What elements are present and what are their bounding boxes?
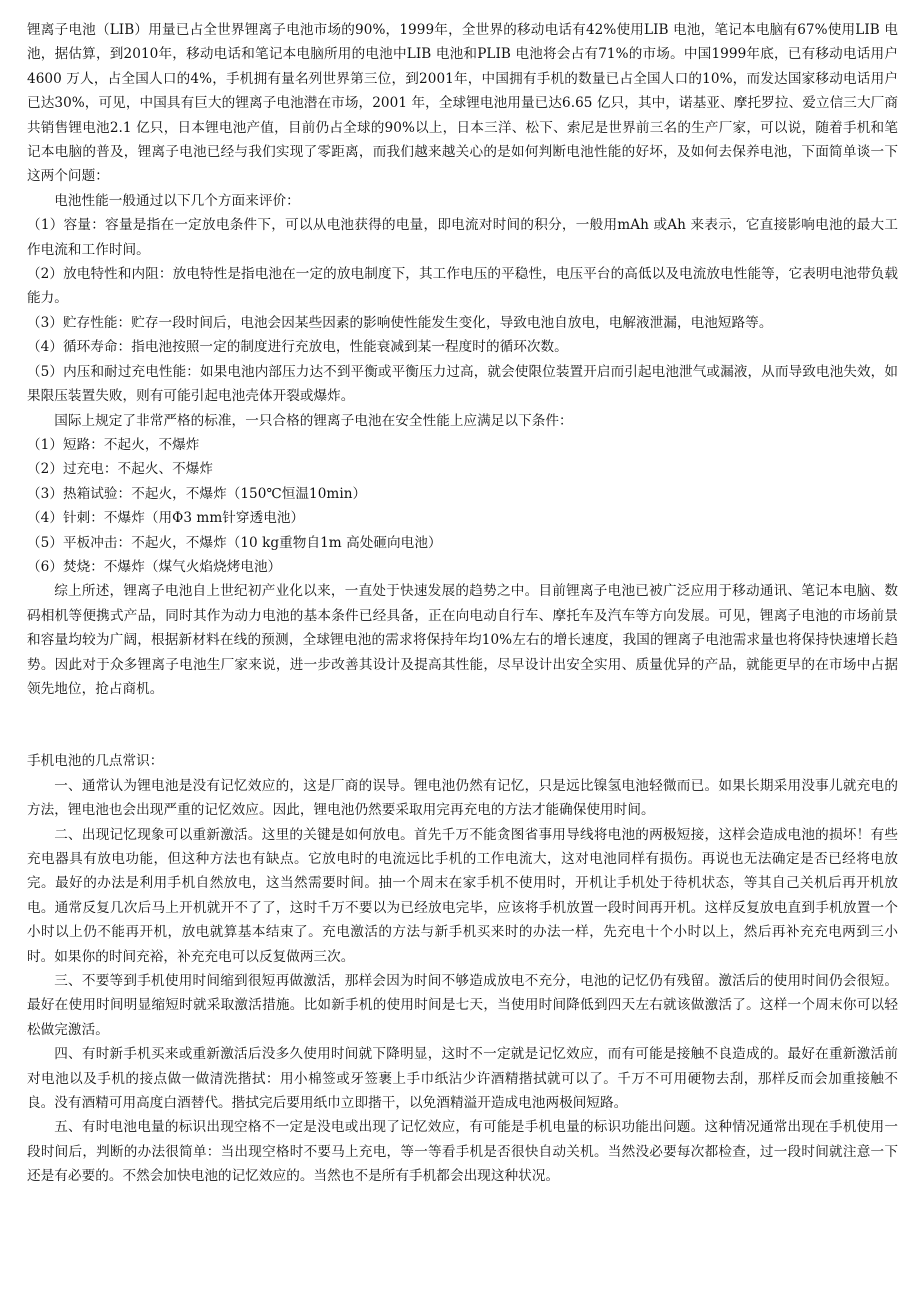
tip-paragraph-2: 二、出现记忆现象可以重新激活。这里的关键是如何放电。首先千万不能贪图省事用导线将电池的两极短接，这样会造成电池的损坏！有些充电器具有放电功能，但这种方法也有缺点。它放电时的电流远比手机的工作电流大，这对电池同样有损伤。再说也无法确定是否已经将电放完。最好的办法是利用手机自然放电，这当然需要时间。抽一个周末在家手机不使用时，开机让手机处于待机状态，等其自己关机后再开机放电。通常反复几次后马上开机就开不了了，这时千万不要以为已经放电完毕，应该将手机放置一段时间再开机。这样反复放电直到手机放置一个小时以上仍不能再开机，放电就算基本结束了。充电激活的方法与新手机买来时的办法一样，先充电十个小时以上，然后再补充充电两到三小时。如果你的时间充裕，补充充电可以反复做两三次。 [27,826,898,965]
safety-item-overcharge: （2）过充电：不起火、不爆炸 [27,461,214,478]
intro-paragraph: 锂离子电池（LIB）用量已占全世界锂离子电池市场的90%，1999年，全世界的移动电话有42%使用LIB 电池，笔记本电脑有67%使用LIB 电池，据估算，到2010年，移动电话和笔记本电脑所用的电池中LIB 电池和PLIB 电池将会占有71%的市场。中国1999年底，已有移动电话用户4600 万人，占全国人口的4%，手机拥有量名列世界第三位，到2001年，中国拥有手机的数量已占全国人口的10%，而发达国家移动电话用户已达30%，可见，中国具有巨大的锂离子电池潜在市场，2001 年，全球锂电池用量已达6.65 亿只，其中，诺基亚、摩托罗拉、爱立信三大厂商共销售锂电池2.1 亿只，日本锂电池产值，目前仍占全球的90%以上，日本三洋、松下、索尼是世界前三名的生产厂家，可以说，随着手机和笔记本电脑的普及，锂离子电池已经与我们实现了零距离，而我们越来越关心的是如何判断电池性能的好坏，及如何去保养电池，下面简单谈一下这两个问题： [27,22,898,185]
tip-paragraph-5: 五、有时电池电量的标识出现空格不一定是没电或出现了记忆效应，有可能是手机电量的标识功能出问题。这种情况通常出现在手机使用一段时间后，判断的办法很简单：当出现空格时不要马上充电，等一等看手机是否很快自动关机。当然没必要每次都检查，过一段时间就注意一下还是有必要的。不然会加快电池的记忆效应的。当然也不是所有手机都会出现这种状况。 [27,1119,898,1185]
safety-intro: 国际上规定了非常严格的标准，一只合格的锂离子电池在安全性能上应满足以下条件： [54,412,573,429]
summary-paragraph: 综上所述，锂离子电池自上世纪初产业化以来，一直处于快速发展的趋势之中。目前锂离子电池已被广泛应用于移动通讯、笔记本电脑、数码相机等便携式产品，同时其作为动力电池的基本条件已经具备，正在向电动自行车、摩托车及汽车等方向发展。可见，锂离子电池的市场前景和容量均较为广阔，根据新材料在线的预测，全球锂电池的需求将保持年均10%左右的增长速度，我国的锂离子电池需求量也将保持快速增长趋势。因此对于众多锂离子电池生厂家来说，进一步改善其设计及提高其性能，尽早设计出安全实用、质量优异的产品，就能更早的在市场中占据领先地位，抢占商机。 [27,583,898,697]
section-gap [27,701,898,749]
performance-list [27,213,898,408]
safety-list [27,433,898,579]
safety-item-heat-box: （3）热箱试验：不起火，不爆炸（150℃恒温10min） [27,485,367,502]
performance-item-cycle-life: （4）循环寿命：指电池按照一定的制度进行充放电，性能衰减到某一程度时的循环次数。 [27,339,568,356]
tip-paragraph-4: 四、有时新手机买来或重新激活后没多久使用时间就下降明显，这时不一定就是记忆效应，而有可能是接触不良造成的。最好在重新激活前对电池以及手机的接点做一做清洗揩拭：用小棉签或牙签裹上手巾纸沾少许酒精揩拭就可以了。千万不可用硬物去刮，那样反而会加重接触不良。没有酒精可用高度白酒替代。揩拭完后要用纸巾立即揩干，以免酒精溢开造成电池两极间短路。 [27,1046,898,1112]
performance-item-storage: （3）贮存性能：贮存一段时间后，电池会因某些因素的影响使性能发生变化，导致电池自放电，电解液泄漏，电池短路等。 [27,314,773,331]
performance-intro: 电池性能一般通过以下几个方面来评价： [54,192,300,209]
tip-paragraph-1: 一、通常认为锂电池是没有记忆效应的，这是厂商的误导。锂电池仍然有记忆，只是远比镍氢电池轻微而已。如果长期采用没事儿就充电的方法，锂电池也会出现严重的记忆效应。因此，锂电池仍然要采取用完再充电的方法才能确保使用时间。 [27,777,898,819]
tips-title: 手机电池的几点常识： [27,753,164,770]
performance-item-capacity: （1）容量：容量是指在一定放电条件下，可以从电池获得的电量，即电流对时间的积分，一般用mAh 或Ah 来表示，它直接影响电池的最大工作电流和工作时间。 [27,217,898,258]
safety-item-nail: （4）针刺：不爆炸（用Φ3 mm针穿透电池） [27,510,305,527]
safety-item-short-circuit: （1）短路：不起火，不爆炸 [27,436,200,453]
tip-paragraph-3: 三、不要等到手机使用时间缩到很短再做激活，那样会因为时间不够造成放电不充分，电池的记忆仍有残留。激活后的使用时间仍会很短。最好在使用时间明显缩短时就采取激活措施。比如新手机的使用时间是七天，当使用时间降低到四天左右就该做激活了。这样一个周末你可以轻松做完激活。 [27,973,898,1038]
tips-list [27,774,898,1189]
safety-item-burn: （6）焚烧：不爆炸（煤气火焰烧烤电池） [27,558,282,575]
performance-item-discharge: （2）放电特性和内阻：放电特性是指电池在一定的放电制度下，其工作电压的平稳性，电压平台的高低以及电流放电性能等，它表明电池带负载能力。 [27,266,898,307]
safety-item-impact: （5）平板冲击：不起火，不爆炸（10 kg重物自1m 高处砸向电池） [27,534,442,551]
performance-item-internal-pressure: （5）内压和耐过充电性能：如果电池内部压力达不到平衡或平衡压力过高，就会使限位装置开启而引起电池泄气或漏液，从而导致电池失效，如果限压装置失败，则有可能引起电池壳体开裂或爆炸。 [27,363,898,405]
